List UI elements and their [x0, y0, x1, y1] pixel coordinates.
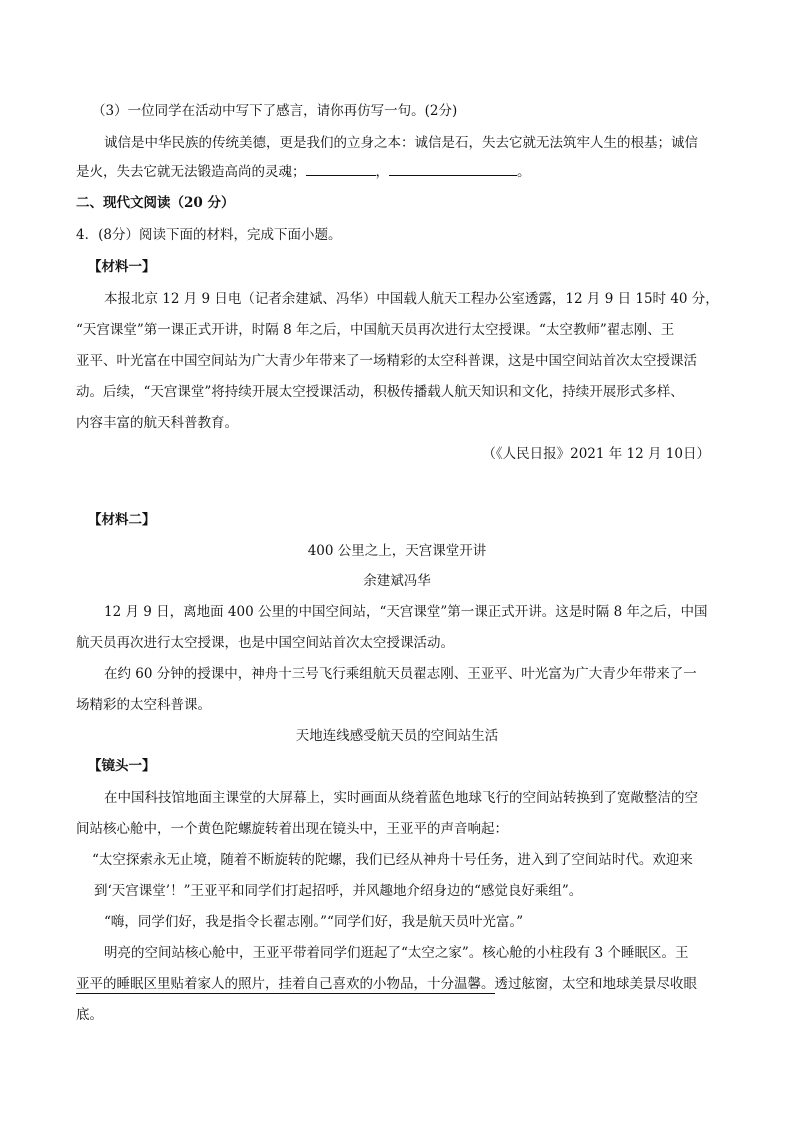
article-paragraph-line: 场精彩的太空科普课。: [76, 697, 211, 713]
q3-prompt: （3）一位同学在活动中写下了感言，请你再仿写一句。(2分): [92, 103, 458, 119]
material-1-line: 本报北京 12 月 9 日电（记者余建斌、冯华）中国载人航天工程办公室透露，12 月 9 日 15时 40 分，: [104, 291, 719, 307]
material-1-line: “天宫课堂”第一课正式开讲，时隔 8 年之后，中国航天员再次进行太空授课。“太空教师”翟志刚、王: [76, 322, 675, 338]
article-authors: 余建斌冯华: [363, 573, 431, 589]
article-paragraph-line: 在中国科技馆地面主课堂的大屏幕上，实时画面从绕着蓝色地球飞行的空间站转换到了宽敞整洁的空: [104, 790, 698, 806]
shot-1-label: 【镜头一】: [88, 758, 156, 774]
article-paragraph-line: 在约 60 分钟的授课中，神舟十三号飞行乘组航天员翟志刚、王亚平、叶光富为广大青少年带来了一: [104, 666, 697, 682]
article-paragraph-line: 间站核心舱中，一个黄色陀螺旋转着出现在镜头中，王亚平的声音响起：: [76, 821, 508, 837]
q3-text-line1: 诚信是中华民族的传统美德，更是我们的立身之本：诚信是石，失去它就无法筑牢人生的根基；诚信: [104, 135, 698, 151]
article-title: 400 公里之上，天宫课堂开讲: [307, 543, 487, 559]
material-1-line: 内容丰富的航天科普教育。: [76, 415, 238, 431]
answer-blank-2[interactable]: [389, 163, 517, 176]
article-paragraph-line: 底。: [76, 1007, 103, 1023]
material-1-line: 动。后续，“天宫课堂”将持续开展太空授课活动，积极传播载人航天知识和文化，持续开展形式多样、: [76, 384, 684, 400]
quote-line: 到‘天宫课堂’！”王亚平和同学们打起招呼，并风趣地介绍身边的“感觉良好乘组”。: [94, 883, 583, 899]
q3-end: 。: [517, 164, 531, 180]
material-1-label: 【材料一】: [88, 259, 156, 275]
material-1-source: （《人民日报》2021 年 12 月 10日）: [482, 446, 710, 462]
article-subtitle: 天地连线感受航天员的空间站生活: [295, 728, 499, 744]
q3-separator: ，: [375, 164, 389, 180]
quote-line: “嗨，同学们好，我是指令长翟志刚。”“同学们好，我是航天员叶光富。”: [104, 914, 524, 930]
article-paragraph-line: [76, 975, 697, 993]
underlined-sentence: 亚平的睡眠区里贴着家人的照片，挂着自己喜欢的小物品，十分温馨。: [76, 976, 495, 992]
q3-text-line2: [76, 163, 531, 181]
section-heading: 二、现代文阅读（20 分）: [76, 195, 235, 211]
sentence-rest: 透过舷窗，太空和地球美景尽收眼: [494, 976, 697, 992]
article-paragraph-line: 明亮的空间站核心舱中，王亚平带着同学们逛起了“太空之家”。核心舱的小柱段有 3 个睡眠区。王: [104, 945, 689, 961]
answer-blank-1[interactable]: [306, 163, 376, 176]
material-2-label: 【材料二】: [88, 512, 156, 528]
q3-text-line2-start: 是火，失去它就无法锻造高尚的灵魂；: [76, 164, 306, 180]
quote-line: “太空探索永无止境，随着不断旋转的陀螺，我们已经从神舟十号任务，进入到了空间站时代。欢迎来: [92, 852, 693, 868]
material-1-line: 亚平、叶光富在中国空间站为广大青少年带来了一场精彩的太空科普课，这是中国空间站首次太空授课活: [76, 353, 697, 369]
article-paragraph-line: 12 月 9 日，离地面 400 公里的中国空间站，“天宫课堂”第一课正式开讲。这是时隔 8 年之后，中国: [104, 604, 708, 620]
article-paragraph-line: 航天员再次进行太空授课，也是中国空间站首次太空授课活动。: [76, 635, 454, 651]
question-4-prompt: 4．(8分）阅读下面的材料，完成下面小题。: [76, 227, 342, 243]
